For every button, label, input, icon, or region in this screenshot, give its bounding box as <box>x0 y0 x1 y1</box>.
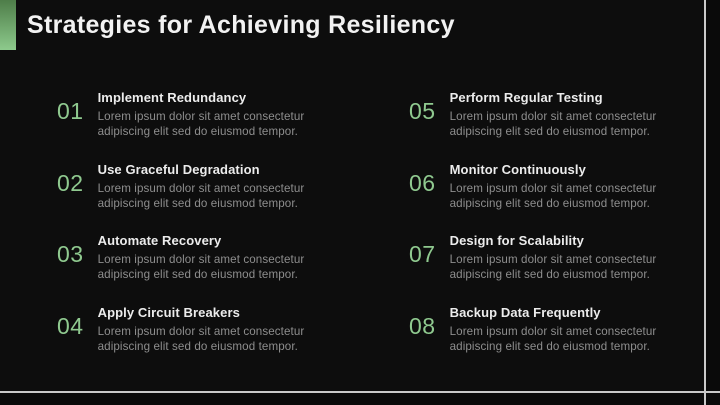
item-body: Lorem ipsum dolor sit amet consectetur adipiscing elit sed do eiusmod tempor. <box>97 181 305 210</box>
item-body: Lorem ipsum dolor sit amet consectetur adipiscing elit sed do eiusmod tempor. <box>97 110 305 139</box>
strategy-item-4 <box>57 305 353 355</box>
slide-title: Strategies for Achieving Resiliency <box>27 11 455 39</box>
strategy-item-8 <box>409 305 705 355</box>
slide-right-boundary-line <box>704 0 706 405</box>
item-text <box>450 162 675 212</box>
item-text <box>450 305 675 355</box>
slide-bottom-boundary-line <box>0 391 720 393</box>
item-text <box>450 90 675 140</box>
strategy-item-7 <box>409 233 705 283</box>
strategy-item-1 <box>57 90 353 140</box>
item-body: Lorem ipsum dolor sit amet consectetur adipiscing elit sed do eiusmod tempor. <box>97 324 305 354</box>
item-number: 02 <box>57 169 84 196</box>
strategy-item-2 <box>57 162 353 212</box>
item-number: 03 <box>57 241 84 268</box>
item-number: 08 <box>409 312 436 339</box>
item-heading: Monitor Continuously <box>449 161 586 177</box>
item-heading: Design for Scalability <box>449 233 584 249</box>
item-body: Lorem ipsum dolor sit amet consectetur adipiscing elit sed do eiusmod tempor. <box>449 181 657 210</box>
item-number: 07 <box>409 241 436 268</box>
item-text <box>98 90 323 140</box>
accent-bar <box>0 0 16 50</box>
item-heading: Backup Data Frequently <box>449 304 601 320</box>
item-heading: Use Graceful Degradation <box>97 161 260 177</box>
strategy-item-3 <box>57 233 353 283</box>
strategy-item-6 <box>409 162 705 212</box>
item-body: Lorem ipsum dolor sit amet consectetur adipiscing elit sed do eiusmod tempor. <box>97 253 305 282</box>
strategy-item-5 <box>409 90 705 140</box>
item-body: Lorem ipsum dolor sit amet consectetur adipiscing elit sed do eiusmod tempor. <box>449 253 657 282</box>
item-heading: Perform Regular Testing <box>449 90 603 105</box>
item-heading: Implement Redundancy <box>97 90 247 105</box>
item-body: Lorem ipsum dolor sit amet consectetur adipiscing elit sed do eiusmod tempor. <box>449 110 657 139</box>
item-text <box>450 233 675 283</box>
item-text <box>98 233 323 283</box>
item-text <box>98 305 323 355</box>
item-heading: Apply Circuit Breakers <box>97 304 240 320</box>
item-text <box>98 162 323 212</box>
item-number: 05 <box>409 98 436 124</box>
item-heading: Automate Recovery <box>97 233 222 249</box>
item-number: 06 <box>409 169 436 196</box>
item-body: Lorem ipsum dolor sit amet consectetur adipiscing elit sed do eiusmod tempor. <box>449 324 657 354</box>
item-number: 01 <box>57 98 84 124</box>
item-number: 04 <box>57 312 84 339</box>
strategy-items-grid <box>57 90 663 354</box>
